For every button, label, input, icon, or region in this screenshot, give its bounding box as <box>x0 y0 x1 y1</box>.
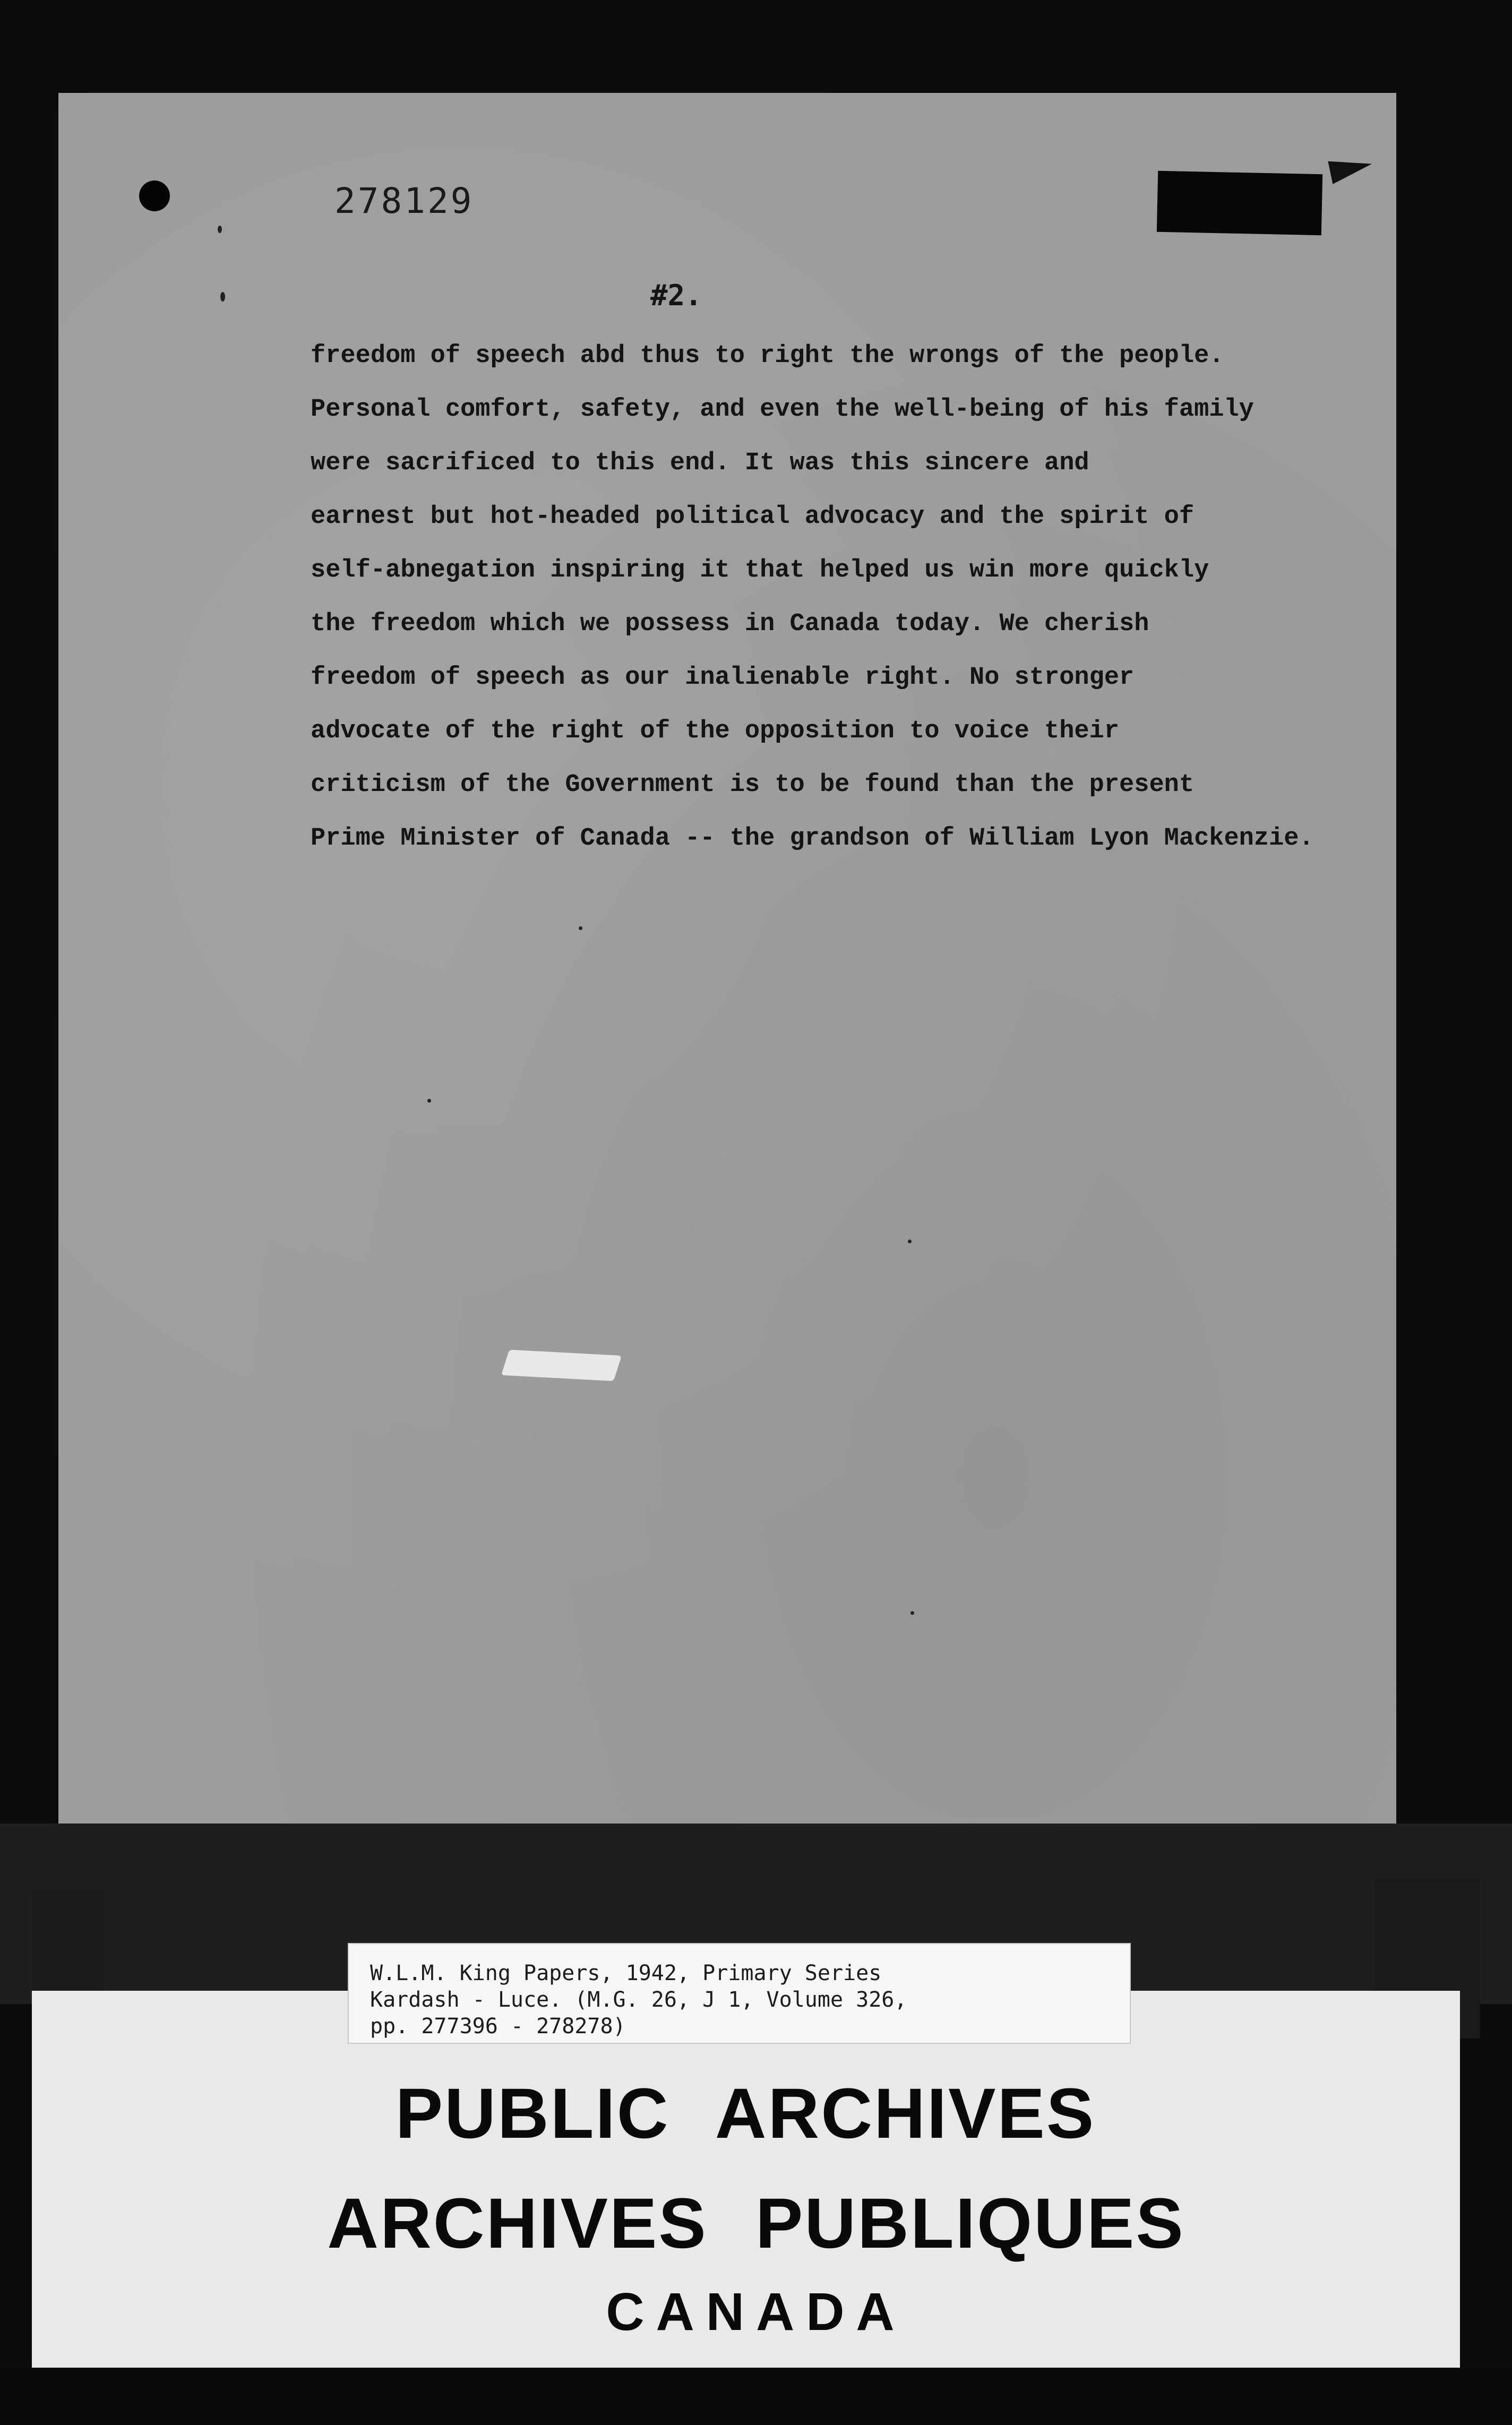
text-line: Prime Minister of Canada -- the grandson of William Lyon Mackenzie. <box>311 824 1314 853</box>
speck <box>579 926 582 930</box>
text-line: the freedom which we possess in Canada today. We cherish <box>311 610 1149 638</box>
text-line: freedom of speech abd thus to right the wrongs of the people. <box>311 342 1224 370</box>
speck <box>910 1611 914 1615</box>
text-line: criticism of the Government is to be found than the present <box>311 771 1195 799</box>
text-line: Personal comfort, safety, and even the well-being of his family <box>311 395 1254 424</box>
speck <box>908 1240 912 1243</box>
page-marker: #2. <box>650 279 702 312</box>
text-line: were sacrificed to this end. It was this sincere and <box>311 449 1089 477</box>
reference-line: pp. 277396 - 278278) <box>370 2014 626 2039</box>
text-line: freedom of speech as our inalienable right. No stronger <box>311 664 1135 692</box>
speck <box>220 292 225 302</box>
archive-stamp-english: PUBLIC ARCHIVES <box>395 2074 1096 2153</box>
reference-line: W.L.M. King Papers, 1942, Primary Series <box>370 1961 882 1985</box>
document-number: 278129 <box>334 180 474 221</box>
redaction-block <box>1157 171 1322 235</box>
scan-bottom-edge <box>0 2368 1512 2425</box>
archive-stamp-country: CANADA <box>606 2282 906 2342</box>
text-line: earnest but hot-headed political advocacy and the spirit of <box>311 503 1195 531</box>
text-line: advocate of the right of the opposition to voice their <box>311 717 1120 745</box>
reference-line: Kardash - Luce. (M.G. 26, J 1, Volume 326, <box>370 1988 907 2012</box>
punch-hole <box>139 180 170 211</box>
speck <box>218 226 222 233</box>
archive-stamp-french: ARCHIVES PUBLIQUES <box>327 2184 1185 2263</box>
reference-label <box>348 1943 1131 2044</box>
speck <box>427 1099 431 1103</box>
text-line: self-abnegation inspiring it that helped us win more quickly <box>311 556 1209 584</box>
typed-body-text <box>311 329 1372 865</box>
